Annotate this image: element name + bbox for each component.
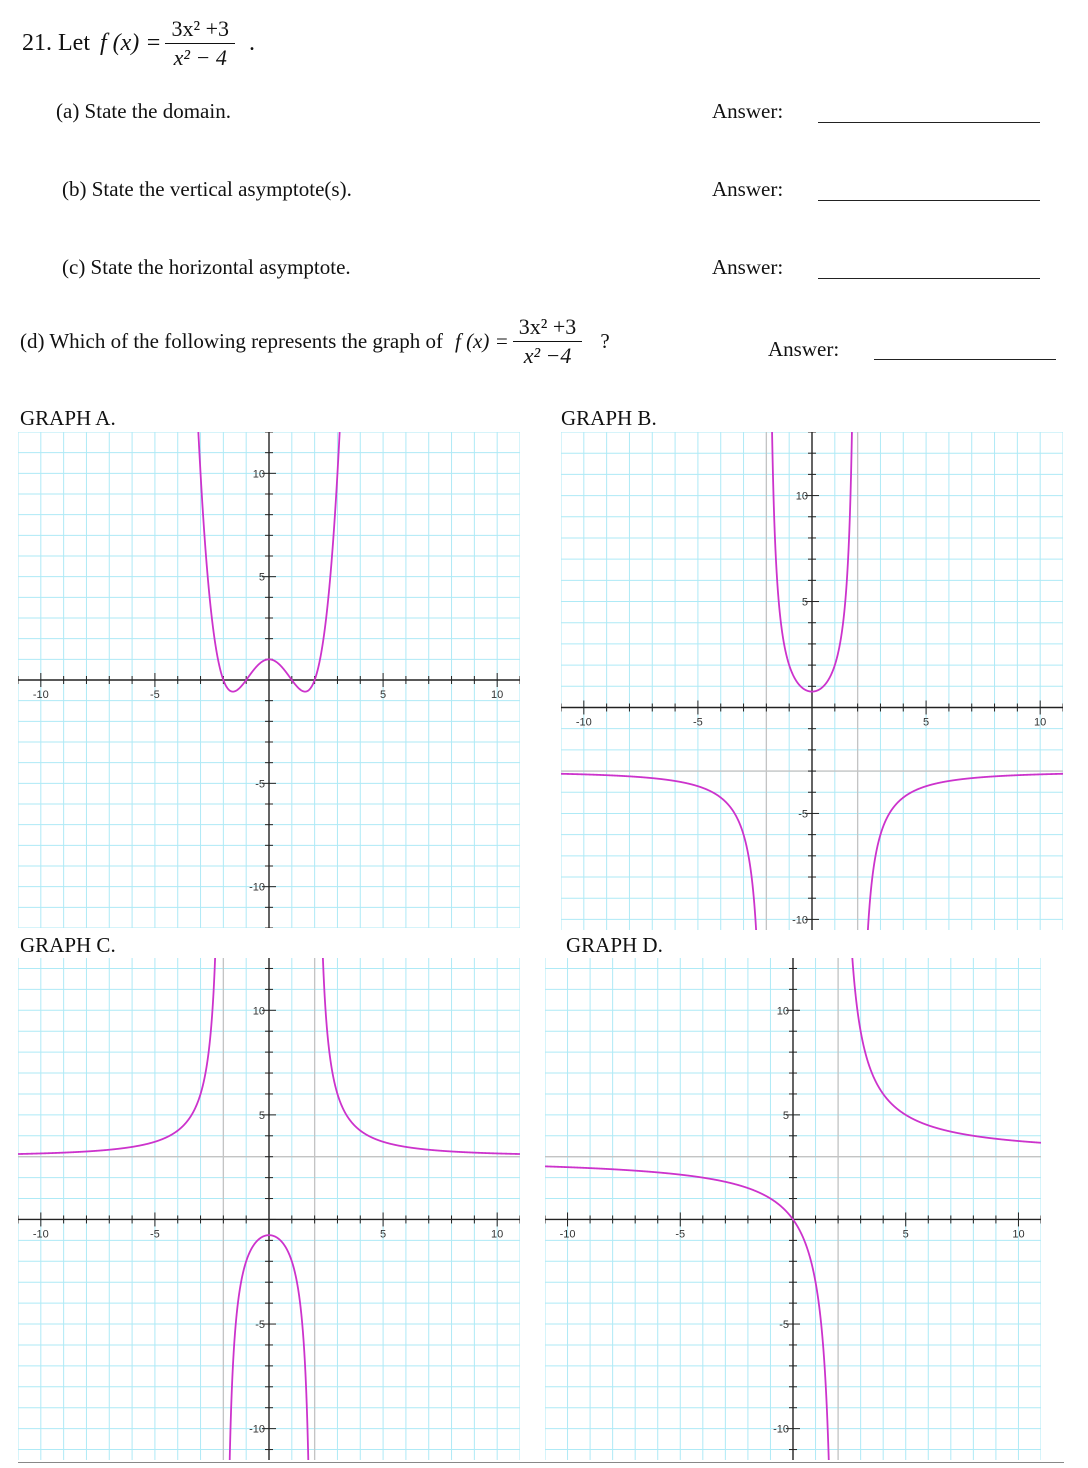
- y-tick-label: 10: [252, 468, 265, 481]
- part-b-answer-label: Answer:: [712, 177, 784, 201]
- part-d-row: [20, 316, 610, 367]
- graph-b-title: GRAPH B.: [561, 406, 657, 430]
- part-a-answer-blank[interactable]: [818, 122, 1040, 123]
- part-b-label: (b) State the vertical asymptote(s).: [62, 177, 352, 201]
- question-intro: 21. Let: [22, 30, 90, 56]
- graph-d-title: GRAPH D.: [566, 933, 663, 957]
- function-curve: [561, 774, 766, 930]
- x-tick-label: -5: [150, 1228, 160, 1241]
- y-tick-label: 5: [258, 1109, 265, 1122]
- part-b-answer-blank[interactable]: [818, 200, 1040, 201]
- y-tick-label: 10: [795, 490, 808, 503]
- y-tick-label: 5: [782, 1109, 789, 1122]
- page-bottom-rule: [18, 1462, 1064, 1463]
- x-tick-label: -10: [32, 689, 49, 701]
- part-d-end: ?: [600, 329, 610, 353]
- y-tick-label: 5: [258, 571, 265, 584]
- y-tick-label: -10: [792, 914, 808, 927]
- graph-c-title: GRAPH C.: [20, 933, 116, 957]
- x-tick-label: 5: [380, 689, 387, 701]
- part-c-answer-blank[interactable]: [818, 278, 1040, 279]
- function-curve: [315, 958, 520, 1154]
- x-tick-label: -10: [32, 1228, 49, 1241]
- x-tick-label: 10: [1034, 716, 1047, 729]
- y-tick-label: -10: [249, 881, 265, 894]
- part-d-fraction: [513, 316, 583, 367]
- part-a-answer-label: Answer:: [712, 99, 784, 123]
- x-tick-label: -10: [559, 1228, 576, 1241]
- x-tick-label: 10: [1012, 1228, 1025, 1241]
- x-tick-label: 10: [491, 689, 504, 701]
- x-tick-label: 5: [380, 1228, 387, 1241]
- y-tick-label: 5: [801, 596, 808, 609]
- x-tick-label: -5: [150, 689, 160, 701]
- part-d-numerator: 3x² +3: [513, 316, 583, 342]
- y-tick-label: -5: [779, 1319, 789, 1332]
- x-tick-label: 5: [923, 716, 930, 729]
- question-title: [22, 18, 255, 69]
- question-numerator: 3x² +3: [165, 18, 235, 44]
- question-denominator: x² − 4: [173, 45, 227, 70]
- function-curve: [18, 958, 223, 1154]
- part-d-denominator: x² −4: [523, 343, 572, 368]
- y-tick-label: -5: [255, 1319, 265, 1332]
- part-d-answer-blank[interactable]: [874, 359, 1056, 360]
- graph-b: [561, 432, 1063, 930]
- x-tick-label: 5: [902, 1228, 909, 1241]
- x-tick-label: 10: [491, 1228, 504, 1241]
- y-tick-label: 10: [776, 1005, 789, 1018]
- graph-d: [545, 958, 1041, 1460]
- part-d-func: f (x) =: [454, 329, 509, 353]
- part-d-answer-label: Answer:: [768, 337, 840, 361]
- graph-c: [18, 958, 520, 1460]
- question-fraction: [165, 18, 235, 69]
- x-tick-label: -10: [575, 716, 592, 729]
- y-tick-label: -10: [773, 1423, 789, 1436]
- part-c-label: (c) State the horizontal asymptote.: [62, 255, 351, 279]
- y-tick-label: -5: [255, 778, 265, 791]
- part-d-label: (d) Which of the following represents the graph of: [20, 329, 443, 353]
- y-tick-label: -10: [249, 1423, 265, 1436]
- part-c-answer-label: Answer:: [712, 255, 784, 279]
- question-func: f (x) =: [99, 30, 162, 56]
- question-end: .: [249, 30, 255, 56]
- part-a-label: (a) State the domain.: [56, 99, 231, 123]
- y-tick-label: -5: [798, 808, 808, 821]
- y-tick-label: 10: [252, 1005, 265, 1018]
- x-tick-label: -5: [675, 1228, 686, 1241]
- x-tick-label: -5: [693, 716, 703, 729]
- function-curve: [858, 774, 1063, 930]
- graph-a-title: GRAPH A.: [20, 406, 116, 430]
- graph-a: [18, 432, 520, 928]
- function-curve: [545, 1166, 838, 1460]
